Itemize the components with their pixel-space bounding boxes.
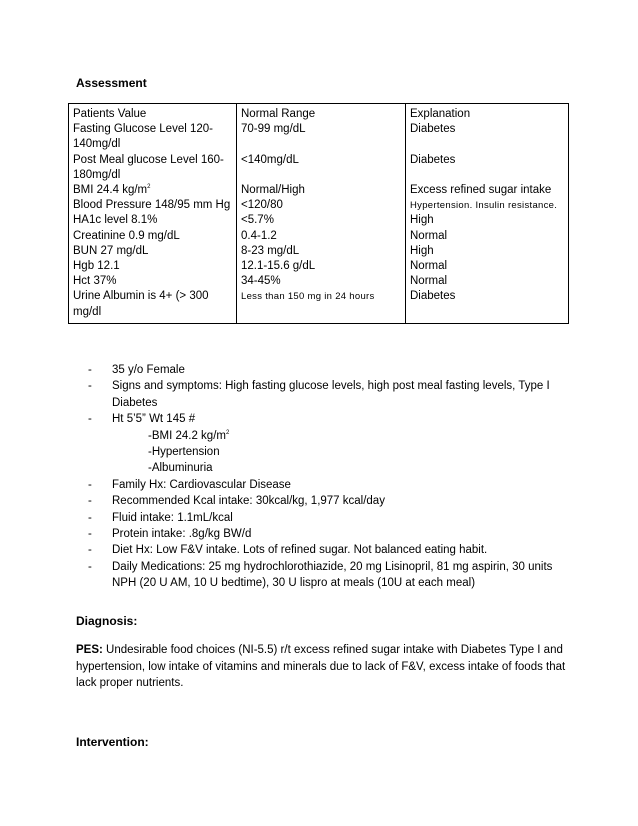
table-cell: <140mg/dL [241, 153, 299, 166]
pes-text: Undesirable food choices (NI-5.5) r/t excess refined sugar intake with Diabetes Type I and hypertension, low intake of vitamins and minerals due to lack of F&V, excess intake of foods that lack proper nutrients. [76, 644, 566, 689]
list-item [88, 493, 558, 509]
list-item-text: Ht 5’5” Wt 145 # [112, 413, 196, 426]
sub-item [112, 428, 558, 444]
bmi-superscript: 2 [147, 184, 151, 191]
patients-value-column [69, 104, 237, 324]
list-item-text: Family Hx: Cardiovascular Disease [112, 478, 291, 491]
list-dash: - [88, 544, 92, 557]
table-cell: BUN 27 mg/dL [73, 244, 149, 257]
table-cell-bmi [73, 183, 232, 198]
table-cell: <120/80 [241, 199, 283, 212]
list-dash: - [88, 560, 92, 573]
explanation-column [406, 104, 569, 324]
table-cell: Creatinine 0.9 mg/dL [73, 229, 180, 242]
list-dash: - [88, 364, 92, 376]
list-item-text: Recommended Kcal intake: 30kcal/kg, 1,977 kcal/day [112, 495, 385, 508]
bmi-superscript: 2 [225, 429, 230, 436]
table-cell: Hct 37% [73, 275, 117, 288]
table-cell: Diabetes [410, 123, 456, 136]
list-dash: - [88, 511, 92, 524]
list-item [88, 526, 558, 542]
list-item-text: Fluid intake: 1.1mL/kcal [112, 511, 233, 524]
table-cell: Urine Albumin is 4+ (> 300 mg/dl [73, 290, 209, 318]
sub-item: -Albuminuria [148, 462, 213, 475]
table-cell: Hgb 12.1 [73, 260, 120, 273]
table-cell: Normal/High [241, 183, 305, 196]
diagnosis-heading: Diagnosis: [76, 614, 138, 628]
table-cell: Explanation [410, 108, 471, 120]
table-cell: Post Meal glucose Level 160-180mg/dl [73, 153, 224, 181]
spacer [410, 168, 564, 183]
table-cell: <5.7% [241, 214, 274, 227]
table-cell: 34-45% [241, 275, 281, 288]
table-cell: 0.4-1.2 [241, 229, 277, 242]
list-item [88, 411, 558, 477]
table-cell: HA1c level 8.1% [73, 214, 158, 227]
list-item [88, 559, 558, 592]
list-dash: - [88, 413, 92, 426]
sub-item: -Hypertension [148, 446, 220, 459]
table-cell: Normal [410, 229, 448, 242]
table-cell: Patients Value [73, 108, 147, 120]
list-item [88, 362, 558, 378]
table-cell: Excess refined sugar intake [410, 183, 552, 196]
spacer [410, 137, 564, 152]
table-cell: Normal [410, 260, 448, 272]
list-dash: - [88, 380, 92, 393]
list-item-text: Daily Medications: 25 mg hydrochlorothiazide, 20 mg Lisinopril, 81 mg aspirin, 30 units NPH (20 U AM, 10 U bedtime), 30 U lispro at meals (10U at each meal) [112, 560, 553, 590]
list-dash: - [88, 495, 92, 508]
table-cell: Diabetes [410, 153, 456, 166]
table-cell: Less than 150 mg in 24 hours [241, 291, 375, 303]
list-dash: - [88, 528, 92, 541]
table-cell: Blood Pressure 148/95 mm Hg [73, 199, 231, 212]
list-item [88, 510, 558, 526]
table-cell: Diabetes [410, 290, 456, 303]
list-item-text: Protein intake: .8g/kg BW/d [112, 528, 252, 541]
list-item [88, 477, 558, 493]
pes-label: PES: [76, 644, 103, 656]
table-cell: 12.1-15.6 g/dL [241, 260, 316, 272]
spacer [241, 168, 401, 183]
table-cell: 70-99 mg/dL [241, 123, 306, 136]
intervention-heading: Intervention: [76, 735, 149, 749]
list-item-text: Signs and symptoms: High fasting glucose levels, high post meal fasting levels, Type I Diabetes [112, 380, 550, 409]
sub-item-text: -BMI 24.2 kg/m [148, 429, 226, 442]
table-cell: Fasting Glucose Level 120-140mg/dl [73, 123, 213, 151]
normal-range-column [237, 104, 406, 324]
assessment-heading: Assessment [76, 76, 147, 90]
table-cell: High [410, 244, 434, 257]
list-item [88, 378, 558, 411]
bmi-text: BMI 24.4 kg/m [73, 184, 148, 197]
table-cell: High [410, 214, 434, 227]
table-cell: Normal Range [241, 108, 316, 120]
list-item-text: 35 y/o Female [112, 364, 185, 376]
list-item [88, 542, 558, 558]
pes-statement [76, 642, 566, 692]
table-cell: Hypertension. Insulin resistance. [410, 200, 558, 212]
table-cell: 8-23 mg/dL [241, 244, 300, 257]
table-row [69, 104, 569, 324]
assessment-table [68, 103, 569, 324]
spacer [241, 137, 401, 152]
patient-notes-list [88, 362, 558, 592]
list-item-text: Diet Hx: Low F&V intake. Lots of refined sugar. Not balanced eating habit. [112, 544, 488, 557]
table-cell: Normal [410, 275, 448, 288]
list-dash: - [88, 478, 92, 491]
